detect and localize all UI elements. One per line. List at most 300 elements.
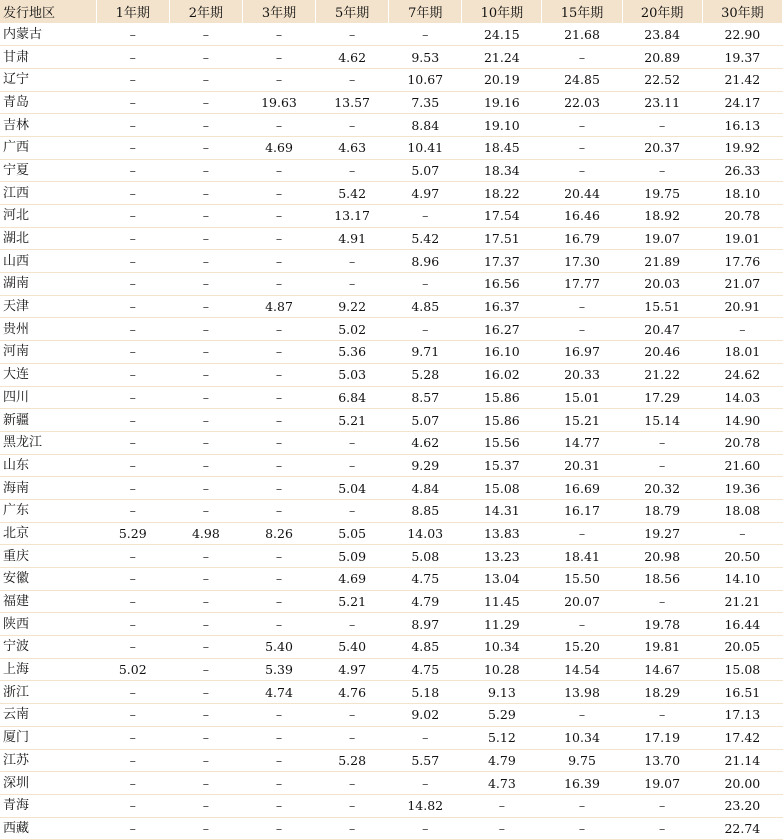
value-cell: 19.78 [622, 613, 702, 636]
value-cell: – [169, 182, 242, 205]
value-cell: – [242, 749, 315, 772]
value-cell: 17.37 [462, 250, 542, 273]
value-cell: – [542, 114, 622, 137]
value-cell: 5.40 [316, 636, 389, 659]
column-header-3y: 3年期 [242, 0, 315, 23]
value-cell: – [96, 477, 169, 500]
value-cell: 18.45 [462, 136, 542, 159]
region-cell: 宁波 [0, 636, 96, 659]
value-cell: – [242, 794, 315, 817]
table-row [0, 159, 783, 182]
value-cell: – [169, 341, 242, 364]
value-cell: 14.82 [389, 794, 462, 817]
value-cell: – [96, 636, 169, 659]
table-row [0, 363, 783, 386]
value-cell: 4.62 [316, 46, 389, 69]
value-cell: 5.18 [389, 681, 462, 704]
value-cell: 9.53 [389, 46, 462, 69]
value-cell: 15.56 [462, 431, 542, 454]
value-cell: – [169, 68, 242, 91]
region-cell: 广西 [0, 136, 96, 159]
value-cell: 21.21 [702, 590, 782, 613]
value-cell: 5.57 [389, 749, 462, 772]
value-cell: – [622, 159, 702, 182]
value-cell: – [622, 794, 702, 817]
value-cell: – [169, 749, 242, 772]
value-cell: – [316, 250, 389, 273]
region-cell: 浙江 [0, 681, 96, 704]
value-cell: – [242, 704, 315, 727]
value-cell: 20.46 [622, 341, 702, 364]
value-cell: – [96, 613, 169, 636]
column-header-30y: 30年期 [702, 0, 782, 23]
value-cell: 9.29 [389, 454, 462, 477]
value-cell: – [242, 499, 315, 522]
region-cell: 黑龙江 [0, 431, 96, 454]
region-cell: 山西 [0, 250, 96, 273]
value-cell: 15.86 [462, 409, 542, 432]
value-cell: 17.76 [702, 250, 782, 273]
value-cell: 16.27 [462, 318, 542, 341]
value-cell: – [316, 23, 389, 46]
table-row [0, 91, 783, 114]
value-cell: 18.34 [462, 159, 542, 182]
region-cell: 河南 [0, 341, 96, 364]
value-cell: – [462, 817, 542, 840]
value-cell: 5.21 [316, 590, 389, 613]
value-cell: – [542, 318, 622, 341]
value-cell: 14.90 [702, 409, 782, 432]
value-cell: 19.36 [702, 477, 782, 500]
value-cell: 21.60 [702, 454, 782, 477]
value-cell: – [96, 68, 169, 91]
value-cell: – [389, 817, 462, 840]
value-cell: 4.98 [169, 522, 242, 545]
value-cell: 4.79 [389, 590, 462, 613]
table-row [0, 499, 783, 522]
table-row [0, 454, 783, 477]
value-cell: – [542, 613, 622, 636]
table-row [0, 23, 783, 46]
value-cell: – [542, 817, 622, 840]
value-cell: 15.08 [462, 477, 542, 500]
region-cell: 云南 [0, 704, 96, 727]
value-cell: 16.39 [542, 772, 622, 795]
value-cell: 20.44 [542, 182, 622, 205]
region-cell: 北京 [0, 522, 96, 545]
value-cell: 13.98 [542, 681, 622, 704]
value-cell: 16.51 [702, 681, 782, 704]
value-cell: 24.85 [542, 68, 622, 91]
value-cell: 21.42 [702, 68, 782, 91]
region-cell: 陕西 [0, 613, 96, 636]
value-cell: 4.87 [242, 295, 315, 318]
value-cell: 15.50 [542, 568, 622, 591]
value-cell: – [242, 409, 315, 432]
value-cell: – [169, 499, 242, 522]
value-cell: 18.08 [702, 499, 782, 522]
value-cell: 19.07 [622, 772, 702, 795]
value-cell: – [622, 704, 702, 727]
value-cell: 19.27 [622, 522, 702, 545]
value-cell: – [96, 273, 169, 296]
value-cell: – [242, 46, 315, 69]
value-cell: – [242, 590, 315, 613]
value-cell: 22.03 [542, 91, 622, 114]
value-cell: – [316, 794, 389, 817]
value-cell: 16.97 [542, 341, 622, 364]
value-cell: 4.62 [389, 431, 462, 454]
value-cell: – [96, 704, 169, 727]
value-cell: – [622, 114, 702, 137]
value-cell: 15.51 [622, 295, 702, 318]
value-cell: 13.17 [316, 205, 389, 228]
value-cell: 19.01 [702, 227, 782, 250]
value-cell: – [96, 681, 169, 704]
value-cell: – [169, 772, 242, 795]
table-row [0, 681, 783, 704]
value-cell: – [169, 46, 242, 69]
value-cell: – [242, 273, 315, 296]
value-cell: – [96, 454, 169, 477]
value-cell: – [96, 409, 169, 432]
value-cell: – [316, 613, 389, 636]
table-row [0, 522, 783, 545]
value-cell: – [316, 273, 389, 296]
value-cell: – [316, 159, 389, 182]
value-cell: 17.54 [462, 205, 542, 228]
value-cell: – [96, 227, 169, 250]
value-cell: – [242, 431, 315, 454]
value-cell: 16.56 [462, 273, 542, 296]
value-cell: 20.89 [622, 46, 702, 69]
value-cell: 4.69 [316, 568, 389, 591]
table-row [0, 409, 783, 432]
value-cell: 4.75 [389, 568, 462, 591]
column-header-7y: 7年期 [389, 0, 462, 23]
value-cell: – [169, 704, 242, 727]
column-header-20y: 20年期 [622, 0, 702, 23]
value-cell: 15.37 [462, 454, 542, 477]
value-cell: 5.28 [316, 749, 389, 772]
value-cell: 5.05 [316, 522, 389, 545]
value-cell: 8.26 [242, 522, 315, 545]
value-cell: 20.47 [622, 318, 702, 341]
value-cell: – [316, 772, 389, 795]
value-cell: – [169, 613, 242, 636]
value-cell: 10.34 [542, 726, 622, 749]
value-cell: 4.85 [389, 636, 462, 659]
value-cell: – [96, 182, 169, 205]
value-cell: 16.44 [702, 613, 782, 636]
value-cell: 23.11 [622, 91, 702, 114]
value-cell: 18.10 [702, 182, 782, 205]
value-cell: – [96, 590, 169, 613]
value-cell: – [96, 46, 169, 69]
value-cell: – [169, 658, 242, 681]
region-cell: 新疆 [0, 409, 96, 432]
region-cell: 福建 [0, 590, 96, 613]
value-cell: – [316, 454, 389, 477]
value-cell: – [169, 817, 242, 840]
value-cell: – [96, 318, 169, 341]
value-cell: – [96, 159, 169, 182]
value-cell: – [242, 182, 315, 205]
value-cell: 20.05 [702, 636, 782, 659]
value-cell: 15.86 [462, 386, 542, 409]
value-cell: – [169, 363, 242, 386]
value-cell: 16.69 [542, 477, 622, 500]
table-row [0, 318, 783, 341]
region-cell: 青岛 [0, 91, 96, 114]
region-cell: 江苏 [0, 749, 96, 772]
value-cell: 18.01 [702, 341, 782, 364]
value-cell: 5.03 [316, 363, 389, 386]
value-cell: 5.36 [316, 341, 389, 364]
table-row [0, 772, 783, 795]
value-cell: – [542, 295, 622, 318]
value-cell: 14.31 [462, 499, 542, 522]
table-row [0, 658, 783, 681]
value-cell: 16.02 [462, 363, 542, 386]
value-cell: 5.02 [316, 318, 389, 341]
value-cell: 16.37 [462, 295, 542, 318]
value-cell: – [169, 227, 242, 250]
table-row [0, 590, 783, 613]
value-cell: 10.34 [462, 636, 542, 659]
value-cell: – [169, 794, 242, 817]
table-header-row [0, 0, 783, 23]
value-cell: – [542, 136, 622, 159]
value-cell: 5.07 [389, 159, 462, 182]
table-row [0, 182, 783, 205]
value-cell: – [316, 114, 389, 137]
value-cell: 17.29 [622, 386, 702, 409]
value-cell: 16.17 [542, 499, 622, 522]
value-cell: 18.22 [462, 182, 542, 205]
value-cell: – [242, 205, 315, 228]
value-cell: – [316, 68, 389, 91]
value-cell: 21.24 [462, 46, 542, 69]
value-cell: 5.42 [316, 182, 389, 205]
value-cell: 15.21 [542, 409, 622, 432]
value-cell: 13.70 [622, 749, 702, 772]
region-cell: 大连 [0, 363, 96, 386]
value-cell: 22.90 [702, 23, 782, 46]
value-cell: – [96, 545, 169, 568]
value-cell: – [622, 590, 702, 613]
table-row [0, 545, 783, 568]
table-row [0, 386, 783, 409]
value-cell: 22.52 [622, 68, 702, 91]
table-row [0, 477, 783, 500]
value-cell: 4.63 [316, 136, 389, 159]
value-cell: – [316, 704, 389, 727]
value-cell: 23.20 [702, 794, 782, 817]
value-cell: 10.41 [389, 136, 462, 159]
value-cell: 9.75 [542, 749, 622, 772]
value-cell: 13.83 [462, 522, 542, 545]
value-cell: 18.92 [622, 205, 702, 228]
value-cell: 5.29 [96, 522, 169, 545]
value-cell: 5.09 [316, 545, 389, 568]
value-cell: – [242, 454, 315, 477]
value-cell: 5.07 [389, 409, 462, 432]
value-cell: 5.39 [242, 658, 315, 681]
value-cell: – [169, 726, 242, 749]
column-header-10y: 10年期 [462, 0, 542, 23]
value-cell: 19.63 [242, 91, 315, 114]
value-cell: 11.29 [462, 613, 542, 636]
value-cell: 5.40 [242, 636, 315, 659]
value-cell: – [96, 817, 169, 840]
value-cell: 6.84 [316, 386, 389, 409]
value-cell: – [169, 114, 242, 137]
value-cell: 4.97 [316, 658, 389, 681]
value-cell: 9.22 [316, 295, 389, 318]
value-cell: – [96, 726, 169, 749]
value-cell: 17.51 [462, 227, 542, 250]
value-cell: – [96, 386, 169, 409]
column-header-5y: 5年期 [316, 0, 389, 23]
value-cell: – [169, 454, 242, 477]
value-cell: 19.92 [702, 136, 782, 159]
region-cell: 海南 [0, 477, 96, 500]
value-cell: 4.76 [316, 681, 389, 704]
value-cell: 14.54 [542, 658, 622, 681]
table-body [0, 23, 783, 840]
value-cell: 14.03 [702, 386, 782, 409]
value-cell: 7.35 [389, 91, 462, 114]
value-cell: 15.14 [622, 409, 702, 432]
value-cell: – [96, 341, 169, 364]
value-cell: 16.13 [702, 114, 782, 137]
value-cell: 14.77 [542, 431, 622, 454]
value-cell: 17.13 [702, 704, 782, 727]
value-cell: – [169, 681, 242, 704]
value-cell: 20.91 [702, 295, 782, 318]
value-cell: 8.85 [389, 499, 462, 522]
table-row [0, 46, 783, 69]
region-cell: 厦门 [0, 726, 96, 749]
value-cell: – [96, 250, 169, 273]
table-row [0, 726, 783, 749]
value-cell: – [242, 159, 315, 182]
value-cell: – [169, 295, 242, 318]
value-cell: – [542, 159, 622, 182]
value-cell: 5.08 [389, 545, 462, 568]
value-cell: – [316, 726, 389, 749]
value-cell: – [96, 794, 169, 817]
value-cell: 5.28 [389, 363, 462, 386]
region-cell: 湖南 [0, 273, 96, 296]
value-cell: 8.57 [389, 386, 462, 409]
value-cell: 18.79 [622, 499, 702, 522]
value-cell: 20.33 [542, 363, 622, 386]
region-cell: 河北 [0, 205, 96, 228]
value-cell: 8.96 [389, 250, 462, 273]
table-row [0, 114, 783, 137]
value-cell: – [242, 318, 315, 341]
value-cell: 23.84 [622, 23, 702, 46]
value-cell: – [389, 726, 462, 749]
value-cell: 5.02 [96, 658, 169, 681]
value-cell: 20.78 [702, 431, 782, 454]
value-cell: 5.29 [462, 704, 542, 727]
region-cell: 宁夏 [0, 159, 96, 182]
value-cell: – [169, 23, 242, 46]
value-cell: 21.68 [542, 23, 622, 46]
table-row [0, 68, 783, 91]
region-cell: 四川 [0, 386, 96, 409]
table-row [0, 250, 783, 273]
value-cell: – [96, 114, 169, 137]
value-cell: 20.07 [542, 590, 622, 613]
value-cell: 20.50 [702, 545, 782, 568]
column-header-15y: 15年期 [542, 0, 622, 23]
table-row [0, 205, 783, 228]
value-cell: – [96, 749, 169, 772]
value-cell: 13.23 [462, 545, 542, 568]
value-cell: 17.30 [542, 250, 622, 273]
value-cell: 17.77 [542, 273, 622, 296]
value-cell: 5.42 [389, 227, 462, 250]
value-cell: – [169, 477, 242, 500]
value-cell: – [389, 273, 462, 296]
region-cell: 贵州 [0, 318, 96, 341]
value-cell: 9.02 [389, 704, 462, 727]
value-cell: 4.74 [242, 681, 315, 704]
value-cell: 4.69 [242, 136, 315, 159]
value-cell: – [316, 499, 389, 522]
table-row [0, 817, 783, 840]
value-cell: – [169, 205, 242, 228]
value-cell: – [542, 522, 622, 545]
value-cell: 14.67 [622, 658, 702, 681]
value-cell: 20.78 [702, 205, 782, 228]
table-row [0, 136, 783, 159]
table-row [0, 704, 783, 727]
table-row [0, 273, 783, 296]
column-header-2y: 2年期 [169, 0, 242, 23]
value-cell: – [169, 136, 242, 159]
value-cell: – [389, 772, 462, 795]
region-cell: 甘肃 [0, 46, 96, 69]
value-cell: 14.10 [702, 568, 782, 591]
value-cell: – [242, 227, 315, 250]
value-cell: – [462, 794, 542, 817]
value-cell: 4.85 [389, 295, 462, 318]
value-cell: 11.45 [462, 590, 542, 613]
value-cell: – [242, 363, 315, 386]
value-cell: 4.97 [389, 182, 462, 205]
region-cell: 内蒙古 [0, 23, 96, 46]
value-cell: – [622, 431, 702, 454]
table-row [0, 636, 783, 659]
value-cell: 20.31 [542, 454, 622, 477]
value-cell: 22.74 [702, 817, 782, 840]
region-cell: 重庆 [0, 545, 96, 568]
value-cell: – [169, 568, 242, 591]
table-row [0, 227, 783, 250]
value-cell: 15.08 [702, 658, 782, 681]
value-cell: 5.21 [316, 409, 389, 432]
value-cell: – [542, 794, 622, 817]
value-cell: 19.07 [622, 227, 702, 250]
table-row [0, 749, 783, 772]
value-cell: 9.13 [462, 681, 542, 704]
region-cell: 西藏 [0, 817, 96, 840]
